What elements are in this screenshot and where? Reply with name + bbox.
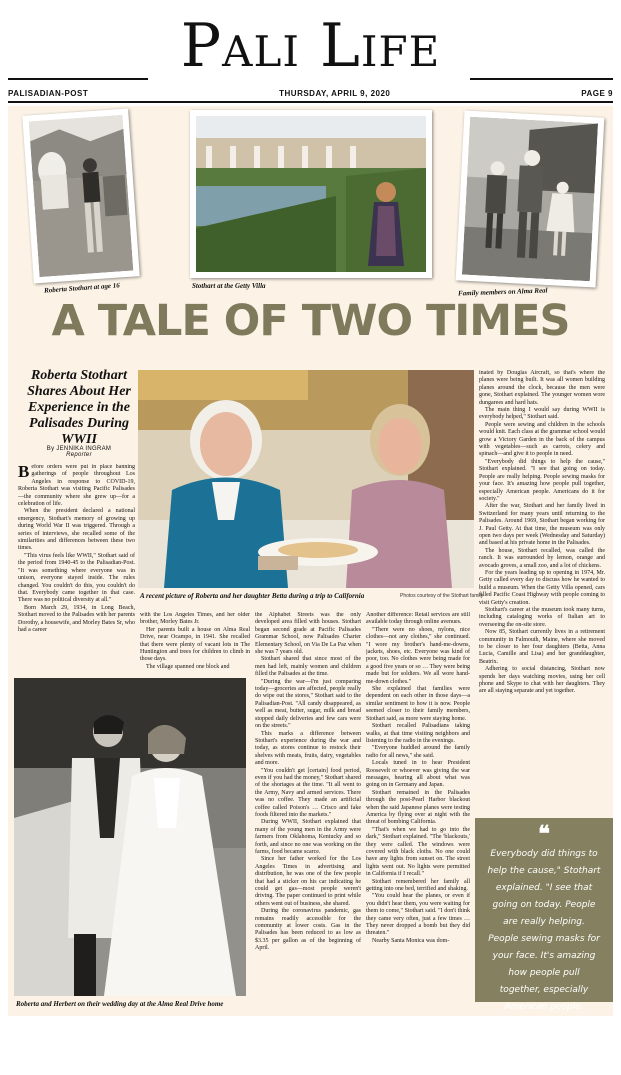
family-illustration	[462, 117, 598, 281]
photo-getty-villa-image	[196, 116, 426, 272]
masthead-rule-left	[8, 78, 148, 80]
quote-open-mark: ❝	[538, 821, 550, 847]
article-paragraph: "Everyone huddled around the family radio for all news," she said.	[366, 745, 470, 759]
article-paragraph: Stothart recalled Palisadians taking walks, at that time visiting neighbors and listening to the radio in the evenings.	[366, 723, 470, 744]
article-paragraph: This marks a difference between Stothart's experience during the war and today, as stores continue to restock their shelves with meats, fruits, dairy, vegetables and more.	[255, 730, 361, 767]
getty-villa-illustration	[196, 116, 426, 272]
article-column-3	[366, 612, 470, 1004]
photo-age-16	[22, 109, 139, 284]
article-paragraph: "You could hear the planes, or even if you didn't hear them, you were waiting for them to come," Stothart said. "I don't think they came very often, just a few times … They never dropped a bomb but they did threaten."	[366, 893, 470, 937]
article-paragraph: "This virus feels like WWII," Stothart said of the period from 1940-45 to the Palisadian-Post. "It was something where everyone was in unison, everyone stayed inside. The rules changed. You couldn't do this, you couldn't do that. Everybody came together in that case. There was no political diversity at all."	[18, 552, 135, 604]
masthead-info	[8, 86, 613, 100]
article-paragraph: When the president declared a national emergency, Stothart's memory of growing up during World War II was triggered. Through a series of interviews, she recalled some of the similarities and differences between these two times.	[18, 508, 135, 552]
masthead	[0, 0, 621, 110]
photo-recent	[138, 370, 474, 588]
photo-getty-villa	[190, 110, 432, 278]
article-paragraph: Stothart remained in the Palisades through the post-Pearl Harbor blackout when the said Japanese planes were testing America by flying over at night with the threat of bombing California.	[366, 789, 470, 826]
article-paragraph: After the war, Stothart and her family lived in Switzerland for many years until returning to the Palisades. Around 1969, Stothart began working for J. Paul Getty. At that time, the museum was only open two days per week (Wednesday and Saturday) and based at his private home in the Palisades.	[479, 503, 605, 547]
article-paragraph: the Alphabet Streets was the only developed area filled with houses. Stothart began second grade at Pacific Palisades Grammar School, now Palisades Charter Elementary School, on Via De La Paz when she was 7 years old.	[255, 612, 361, 656]
article-paragraph: Now 85, Stothart currently lives in a retirement community in Falmouth, Maine, where she moved to be closer to her four daughters (Betta, Anna Lucia, Camille and Lisa) and her granddaughter, Beatrix.	[479, 629, 605, 665]
article-page	[8, 106, 613, 1075]
article-paragraph: People were sewing and children in the schools would knit. Each class at the grammar school would grow a Victory Garden in the back of the campus with vegetables—such as carrots, celery and spinach—and give it to people in need.	[479, 421, 605, 458]
article-paragraph: During the coronavirus pandemic, gas remains readily accessible for the community at lower costs. Gas in the Palisades has been reduced to as low as $3.35 per gallon as of the beginning of April.	[255, 908, 361, 952]
drop-cap: B	[18, 464, 30, 481]
caption-wedding: Roberta and Herbert on their wedding day at the Alma Real Drive home	[16, 1000, 224, 1008]
article-paragraph: She explained that families were dependent on each other in those days—a similar sentiment to how it is now. People seemed closer to their family members, Stothart said, as more were staying home.	[366, 686, 470, 722]
article-paragraph: Nearby Santa Monica was dom-	[372, 937, 450, 944]
pull-quote	[475, 818, 613, 1075]
article-column-1	[18, 464, 135, 664]
byline-author: By JENNIKA INGRAM	[46, 446, 112, 452]
article-paragraph: Stothart shared that since most of the men had left, mainly women and children filled the Palisades at the time.	[255, 656, 361, 678]
article-paragraph: Stothart's career at the museum took many turns, including cataloging works of Italian art to overseeing the on-site store.	[479, 607, 605, 628]
article-paragraph: inated by Douglas Aircraft, so that's where the planes were being built. It was all women building planes around the clock, because the men were gone, Stothart explained. The younger women wore dungarees and hard hats.	[479, 370, 605, 406]
photo-wedding	[14, 678, 246, 996]
deck: Roberta Stothart Shares About Her Experience in the Palisades During WWII	[27, 368, 131, 447]
photo-family-image	[462, 117, 598, 281]
article-paragraph: During WWII, Stothart explained that many of the young men in the Army were farmers from Oklahoma, Kentucky and so forth, and since no one was working on the farms, food became scarce.	[255, 819, 361, 855]
byline-role: Reporter	[66, 452, 92, 458]
publication-name: PALISADIAN-POST	[8, 88, 89, 98]
article-paragraph: The main thing I would say during WWII is everybody helped," Stothart said.	[479, 407, 605, 421]
recent-photo-illustration	[138, 370, 474, 588]
masthead-rule-right	[470, 78, 613, 80]
masthead-divider	[8, 101, 613, 103]
article-paragraph: Locals tuned in to hear President Roosevelt or whoever was giving the war messages, hearing all about what was going on in Germany and Japan.	[366, 760, 470, 789]
article-paragraph: with the Los Angeles Times, and her older brother, Morley Bates Jr.	[140, 612, 250, 626]
caption-age-16: Roberta Stothart at age 16	[43, 281, 121, 295]
article-column-4	[479, 370, 605, 810]
issue-date: THURSDAY, APRIL 9, 2020	[279, 88, 391, 98]
article-column-2-top	[140, 612, 250, 674]
photo-family	[456, 110, 605, 287]
quote-close-mark: ❞	[538, 1049, 550, 1075]
article-paragraph: Adhering to social distancing, Stothart now spends her days watching movies, using her cell phone and Skype to chat with her daughters. They are all staying separate and yet together.	[479, 666, 605, 695]
article-paragraph: For the years leading up to opening in 1974, Mr. Getty called every day to discuss how he wanted to build a museum. When the Getty Villa opened, cars filled Pacific Coast Highway with people coming to visit Getty's creation.	[479, 569, 605, 606]
article-paragraph: "You couldn't get [certain] food period, even if you had the money," Stothart shared of the shortages at the time. "It all went to the Army, Navy and armed services. There was no coffee. They made an artificial coffee called Poison's … Crisco and fake foods filtered into the markets."	[255, 767, 361, 818]
article-paragraph: Her parents built a house on Alma Real Drive, near Ocampo, in 1941. She recalled that there were plenty of vacant lots in The Huntington and trees for children to climb in those days.	[140, 626, 250, 663]
caption-family: Family members on Alma Real	[457, 286, 548, 298]
byline	[24, 446, 134, 458]
photo-credit: Photos courtesy of the Stothart family	[400, 593, 484, 599]
pull-quote-text: Everybody did things to help the cause," Stothart explained. "I see that going on today. People are really helping. People sewing masks for your face. It's amazing how people pull together, especially American people. Americans do it for society.	[487, 849, 601, 1046]
article-paragraph: Another difference: Retail services are still available today through online avenues.	[366, 612, 470, 626]
article-column-2	[255, 612, 361, 1004]
article-paragraph: "During the war—I'm just comparing today—groceries are affected, people really do wipe out the stores," Stothart said to the Palisadian-Post. "All candy disappeared, as well as meat, butter, sugar, milk and bread stopped daily deliveries and few cars were on the streets."	[255, 678, 361, 730]
article-paragraph: Stothart remembered her family all getting into one bed, terrified and shaking.	[366, 878, 470, 893]
wedding-photo-illustration	[14, 678, 246, 996]
caption-recent: A recent picture of Roberta and her daughter Betta during a trip to California	[140, 592, 365, 600]
caption-getty-villa: Stothart at the Getty Villa	[192, 282, 266, 290]
article-paragraph: Born March 29, 1934, in Long Beach, Stothart moved to the Palisades with her parents Dorothy, a housewife, and Morley Bates Sr, who had a career	[18, 604, 135, 633]
article-paragraph: The house, Stothart recalled, was called the ranch. It was surrounded by lemon, orange and avocado groves, a small zoo, and a lot of chickens.	[479, 547, 605, 569]
article-paragraph: "Everybody did things to help the cause," Stothart explained. "I see that going on today. People are really helping. People sewing masks for your face. It's amazing how people pull together, especially American people. Americans do it for society."	[479, 458, 605, 502]
article-paragraph: "There were no shoes, nylons, nice clothes—not any clothes," she continued. "I wore my brother's hand-me-downs, jackets, shoes, etc. Everyone was kind of poor, too. No clothes were being made for a good five years or so … They were being made but for soldiers. We all wore hand-me-down clothes."	[366, 626, 470, 685]
article-paragraph: Before orders were put in place banning gatherings of people throughout Los Angeles in response to COVID-19, Roberta Stothart was visiting Pacific Palisades—the community where she grew up—for a celebration of life.	[18, 464, 135, 508]
age-16-illustration	[29, 115, 134, 277]
masthead-title: Pali Life	[180, 11, 441, 81]
article-paragraph: Since her father worked for the Los Angeles Times in advertising and distribution, he was one of the few people that had a sticker on his car indicating he could get gas—most people weren't driving. The paper continued to print while others went out of business, she shared.	[255, 856, 361, 907]
article-paragraph: The village spanned one block and	[146, 663, 230, 670]
article-paragraph: "That's when we had to go into the dark," Stothart explained. "The 'blackouts,' they were called. The windows were covered with black cloths. No one could have any lights from sunset on. The street lights went out. No lights were permitted in California if I recall."	[366, 826, 470, 878]
photo-age-16-image	[29, 115, 134, 277]
page-number: PAGE 9	[581, 88, 613, 98]
headline: A TALE OF TWO TIMES	[51, 296, 570, 346]
